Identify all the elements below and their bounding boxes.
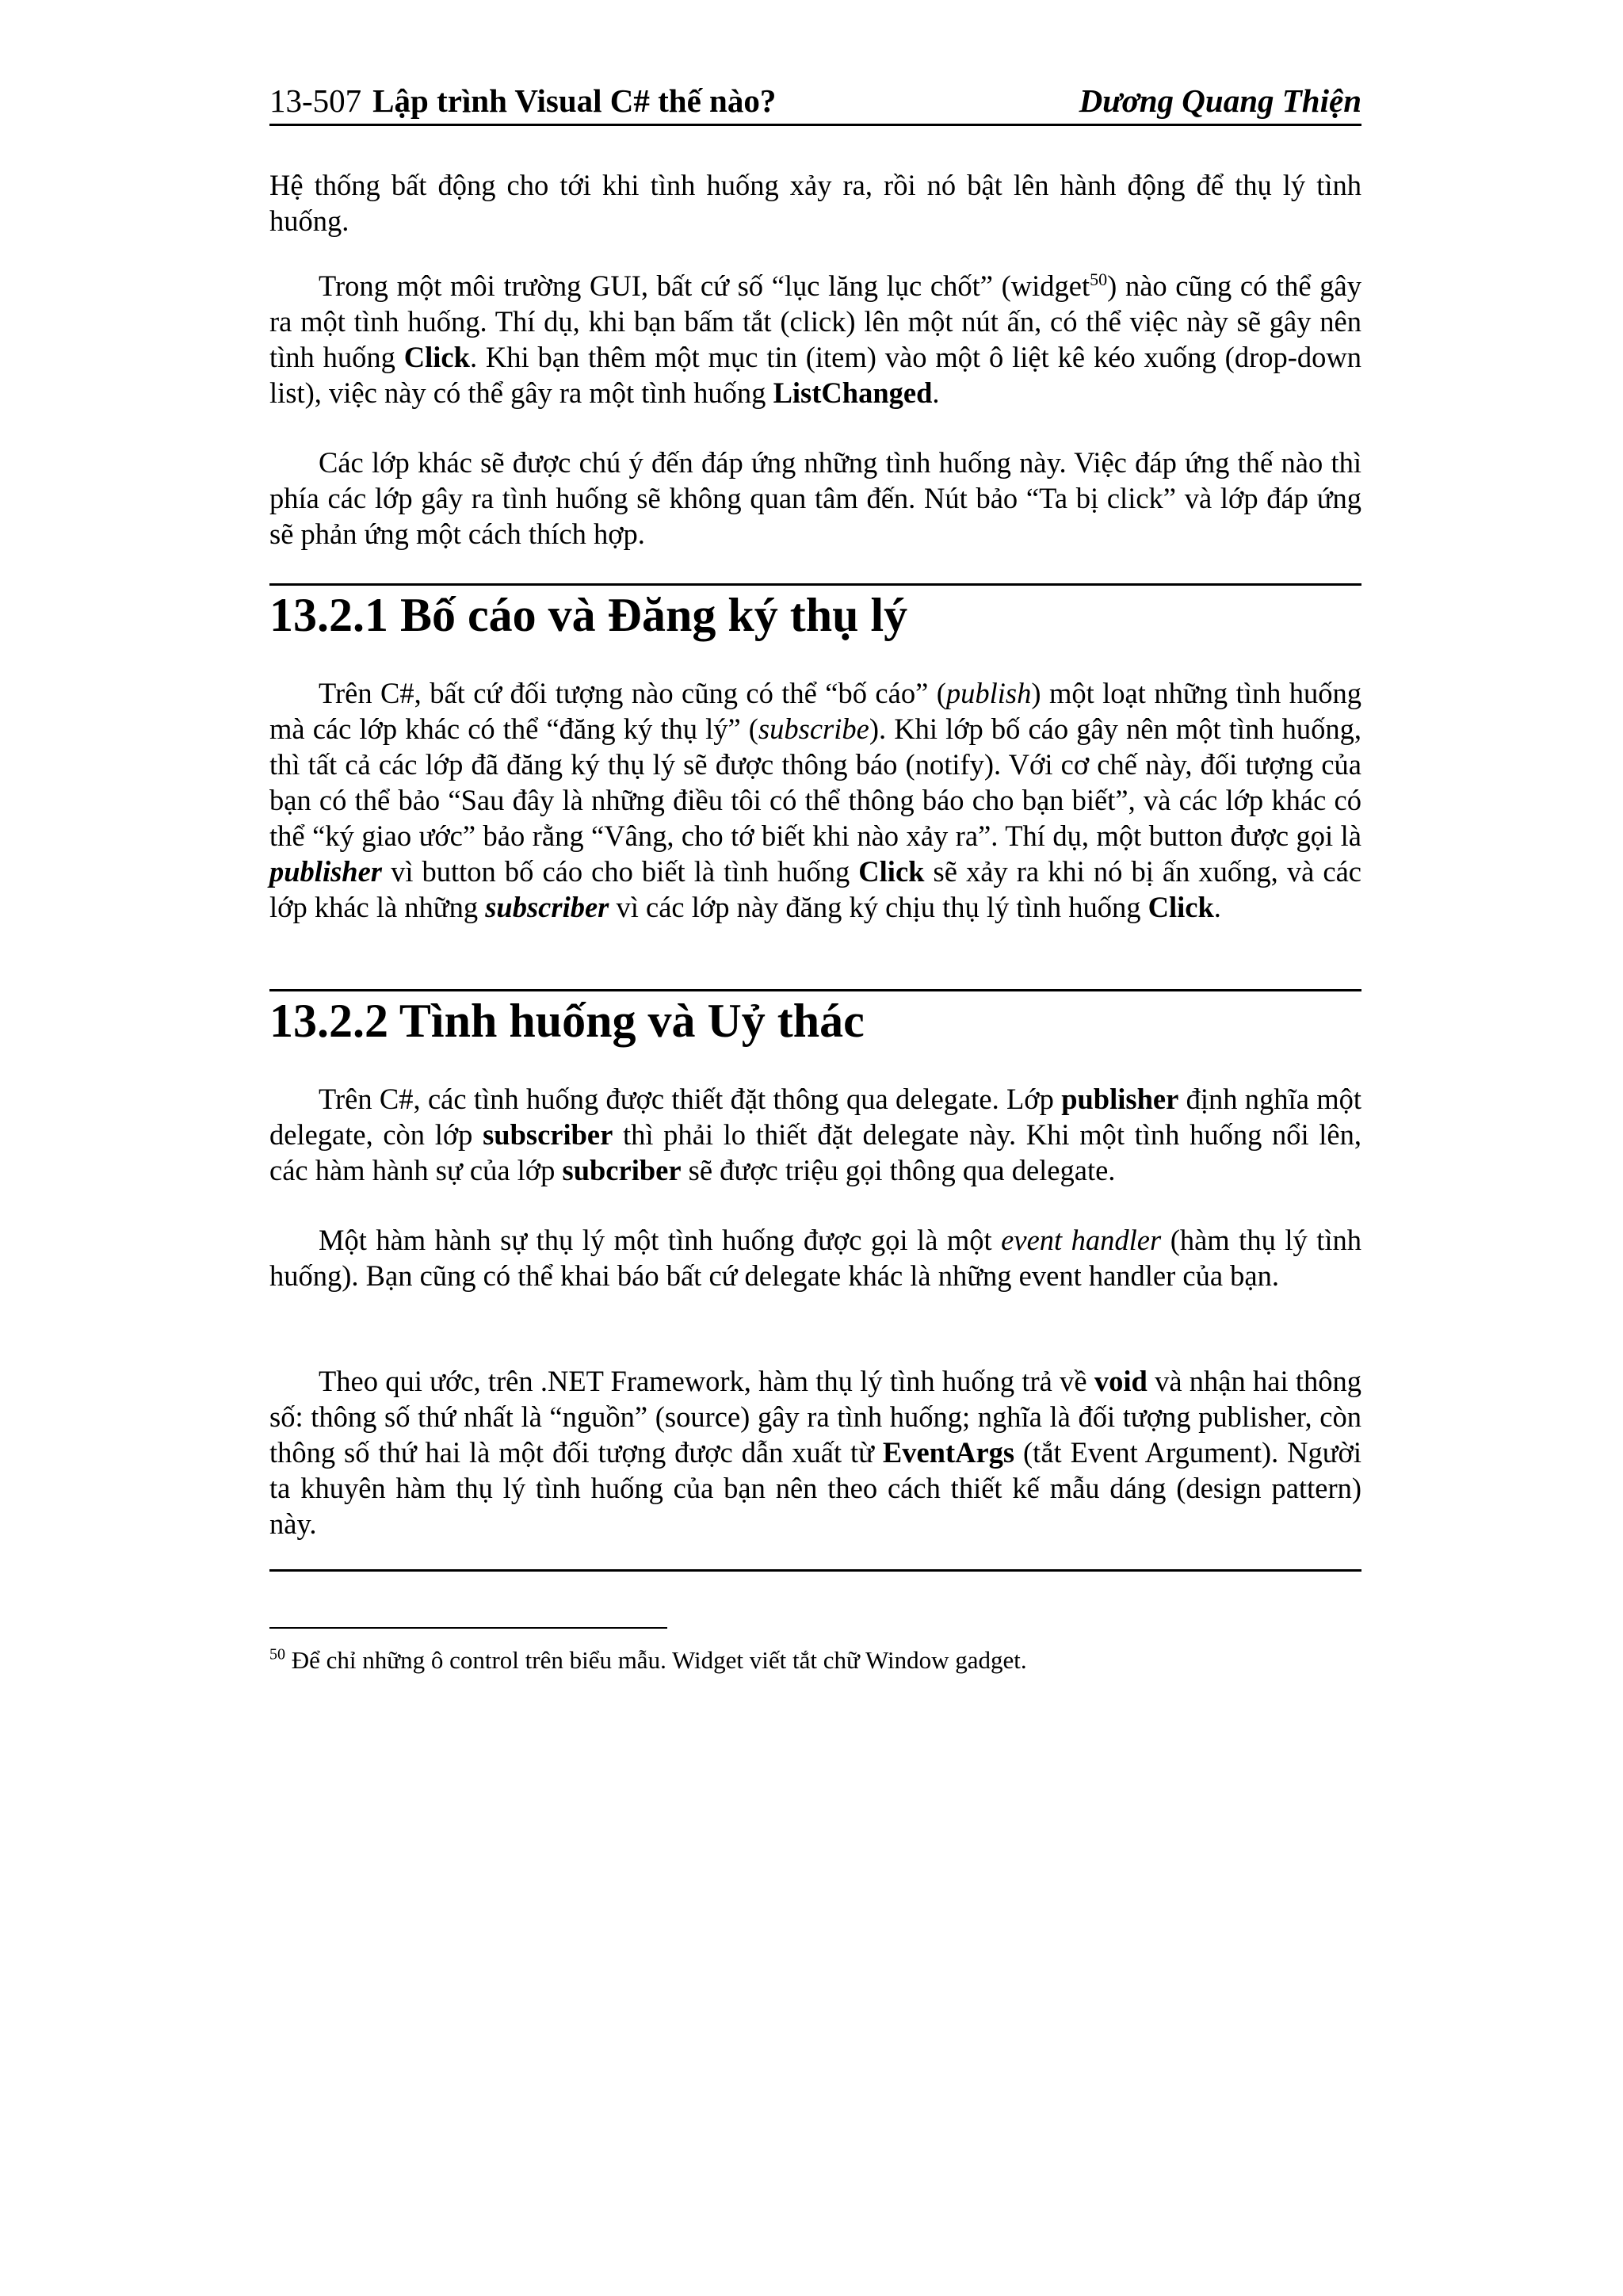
- keyword-void: void: [1094, 1365, 1148, 1397]
- text-run: vì button bố cáo cho biết là tình huống: [382, 855, 859, 888]
- term-publisher: publisher: [1061, 1083, 1179, 1115]
- keyword-listchanged: ListChanged: [773, 376, 933, 409]
- text-run: ). Khi lớp bố cáo gây nên một tình huống, thì tất cả các lớp đã đăng ký thụ lý sẽ được thông báo (notify). Với cơ chế này, đối tượng của bạn có thể bảo “Sau đây là những điều tôi có thể thông báo cho bạn biết”, và các lớp khác có thể “ký giao ước” bảo rằng “Vâng, cho tớ biết khi nào xảy ra”. Thí dụ, một button được gọi là: [269, 712, 1361, 852]
- text-run: Trên C#, bất cứ đối tượng nào cũng có thể “bố cáo” (: [319, 677, 946, 709]
- footnote-text: Để chỉ những ô control trên biểu mẫu. Widget viết tắt chữ Window gadget.: [285, 1646, 1027, 1674]
- text-run: Theo qui ước, trên .NET Framework, hàm thụ lý tình huống trả về: [319, 1365, 1094, 1397]
- section-2-paragraph-3: [269, 1363, 1361, 1541]
- text-run: Một hàm hành sự thụ lý một tình huống được gọi là một: [319, 1224, 1002, 1256]
- text-run: vì các lớp này đăng ký chịu thụ lý tình huống: [609, 891, 1148, 923]
- term-subscriber: subscriber: [485, 891, 609, 923]
- text-run: định nghĩa một delegate, còn lớp: [269, 1083, 1361, 1151]
- term-event-handler: event handler: [1001, 1224, 1162, 1256]
- section-2-paragraph-2: [269, 1222, 1361, 1293]
- page-number: 13-507: [269, 82, 362, 119]
- author-name: Dương Quang Thiện: [1079, 82, 1361, 119]
- text-run: sẽ được triệu gọi thông qua delegate.: [681, 1154, 1116, 1186]
- keyword-click: Click: [403, 341, 470, 373]
- text-run: (hàm thụ lý tình huống). Bạn cũng có thể khai báo bất cứ delegate khác là những event handler của bạn.: [269, 1224, 1361, 1292]
- section-divider: [269, 583, 1361, 586]
- text-run: sẽ xảy ra khi nó bị ấn xuống, và các lớp khác là những: [269, 855, 1361, 923]
- term-publish: publish: [945, 677, 1032, 709]
- term-subscribe: subscribe: [758, 712, 869, 745]
- intro-paragraph-1: Hệ thống bất động cho tới khi tình huống xảy ra, rồi nó bật lên hành động để thụ lý tình huống.: [269, 169, 1361, 237]
- page-header: [269, 78, 1361, 126]
- text-run: .: [1213, 891, 1221, 923]
- keyword-eventargs: EventArgs: [882, 1436, 1015, 1469]
- term-subscriber: subscriber: [483, 1118, 613, 1151]
- section-2-paragraph-1: [269, 1081, 1361, 1188]
- intro-paragraph-2: [269, 268, 1361, 411]
- text-run: thì phải lo thiết đặt delegate này. Khi một tình huống nổi lên, các hàm hành sự của lớp: [269, 1118, 1361, 1186]
- text-run: Trong một môi trường GUI, bất cứ số “lục lăng lục chốt” (widget: [319, 269, 1090, 302]
- text-run: (tắt Event Argument). Người ta khuyên hàm thụ lý tình huống của bạn nên theo cách thiết kế mẫu dáng (design pattern) này.: [269, 1436, 1361, 1540]
- section-1-paragraph-1: [269, 675, 1361, 925]
- text-run: và nhận hai thông số: thông số thứ nhất là “nguồn” (source) gây ra tình huống; nghĩa là đối tượng publisher, còn thông số thứ hai là một đối tượng được dẫn xuất từ: [269, 1365, 1361, 1469]
- footnote: [269, 1645, 1361, 1676]
- book-title: Lập trình Visual C# thế nào?: [372, 82, 777, 119]
- footnote-separator: [269, 1627, 667, 1629]
- section-heading-13-2-1: 13.2.1 Bố cáo và Đăng ký thụ lý: [269, 589, 908, 641]
- section-heading-13-2-2: 13.2.2 Tình huống và Uỷ thác: [269, 995, 865, 1047]
- footnote-ref: 50: [1090, 269, 1108, 289]
- text-run: . Khi bạn thêm một mục tin (item) vào một ô liệt kê kéo xuống (drop-down list), việc này có thể gây ra một tình huống: [269, 341, 1361, 409]
- footnote-number: 50: [269, 1645, 285, 1664]
- term-subcriber: subcriber: [562, 1154, 682, 1186]
- keyword-click: Click: [1148, 891, 1214, 923]
- section-divider: [269, 1569, 1361, 1572]
- text-run: ) nào cũng có thể gây ra một tình huống. Thí dụ, khi bạn bấm tắt (click) lên một nút ấn, có thể việc này sẽ gây nên tình huống: [269, 269, 1361, 373]
- text-run: Trên C#, các tình huống được thiết đặt thông qua delegate. Lớp: [319, 1083, 1062, 1115]
- term-publisher: publisher: [269, 855, 382, 888]
- text-run: .: [932, 376, 940, 409]
- section-divider: [269, 989, 1361, 991]
- keyword-click: Click: [858, 855, 925, 888]
- text-run: ) một loạt những tình huống mà các lớp khác có thể “đăng ký thụ lý” (: [269, 677, 1361, 745]
- intro-paragraph-3: Các lớp khác sẽ được chú ý đến đáp ứng những tình huống này. Việc đáp ứng thế nào thì phía các lớp gây ra tình huống sẽ không quan tâm đến. Nút bảo “Ta bị click” và lớp đáp ứng sẽ phản ứng một cách thích hợp.: [269, 446, 1361, 550]
